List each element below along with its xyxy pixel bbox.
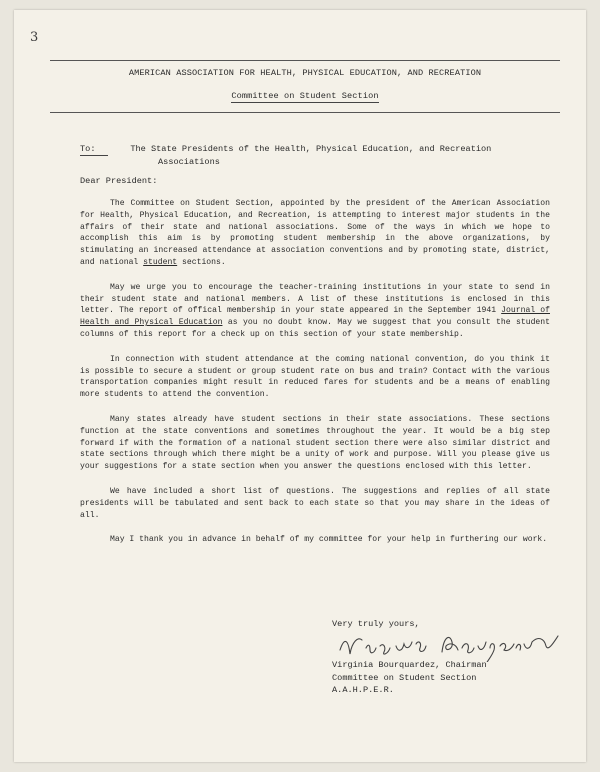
committee-header bbox=[50, 91, 560, 101]
header-bottom-rule bbox=[50, 112, 560, 113]
salutation: Dear President: bbox=[80, 176, 158, 186]
addressee-block bbox=[80, 143, 491, 169]
signatory-block bbox=[332, 659, 487, 697]
letter-page bbox=[14, 10, 586, 762]
paragraph-6: May I thank you in advance in behalf of my committee for your help in furthering our work. bbox=[110, 535, 548, 545]
paragraph-4: Many states already have student sections in their state associations. These sections function at the state conventions and sometimes throughout the year. It would be a big step forward if with the formation of a national student section there were also similar district and state sections through which there might be a unity of work and purpose. Will you please give us your suggestions for a state section when you answer the questions enclosed with this letter. bbox=[80, 414, 550, 472]
journal-title: Journal of Health and Physical Education bbox=[80, 306, 550, 328]
underlined-student: student bbox=[143, 257, 178, 267]
letter-body bbox=[80, 198, 550, 559]
paragraph-1: The Committee on Student Section, appointed by the president of the American Association for Health, Physical Education, and Recreation, is attempting to interest major students in the affairs of their state and national associations. Some of the ways in which we hope to accomplish this aim is by promoting student membership in the above organizations, by stimulating an increased attendance at association conventions and by promoting state, district, and national student sections. bbox=[80, 199, 550, 267]
committee-title: Committee on Student Section bbox=[231, 91, 379, 101]
signatory-committee: Committee on Student Section bbox=[332, 672, 477, 683]
page-number: 3 bbox=[30, 30, 39, 45]
handwritten-signature bbox=[332, 632, 562, 662]
addressee-line-2: Associations bbox=[158, 157, 220, 167]
signatory-org: A.A.H.P.E.R. bbox=[332, 685, 394, 695]
paragraph-3: In connection with student attendance at the coming national convention, do you think it is possible to secure a student or group student rate on bus and train? Contact with the various transportation companies might result in reduced fares for students and be a means of enabling more students to attend the convention. bbox=[80, 354, 550, 400]
closing: Very truly yours, bbox=[332, 619, 420, 629]
paragraph-5: We have included a short list of questions. The suggestions and replies of all state presidents will be tabulated and sent back to each state so that you may share in the ideas of all. bbox=[80, 486, 550, 520]
to-label: To: bbox=[80, 144, 108, 156]
organization-header: AMERICAN ASSOCIATION FOR HEALTH, PHYSICAL EDUCATION, AND RECREATION bbox=[128, 68, 482, 78]
addressee-line-1: The State Presidents of the Health, Physical Education, and Recreation bbox=[130, 144, 492, 154]
header-top-rule bbox=[50, 60, 560, 61]
signatory-name: Virginia Bourquardez, Chairman bbox=[332, 660, 487, 670]
paragraph-2: May we urge you to encourage the teacher-training institutions in your state to send in their student state and national members. A list of these institutions is enclosed in this letter. The report of offical membership in your state appeared in the September 1941 Journal of Health and Physical Education as you no doubt know. May we suggest that you consult the student columns of this report for a check up on this section of your state membership. bbox=[80, 282, 551, 339]
